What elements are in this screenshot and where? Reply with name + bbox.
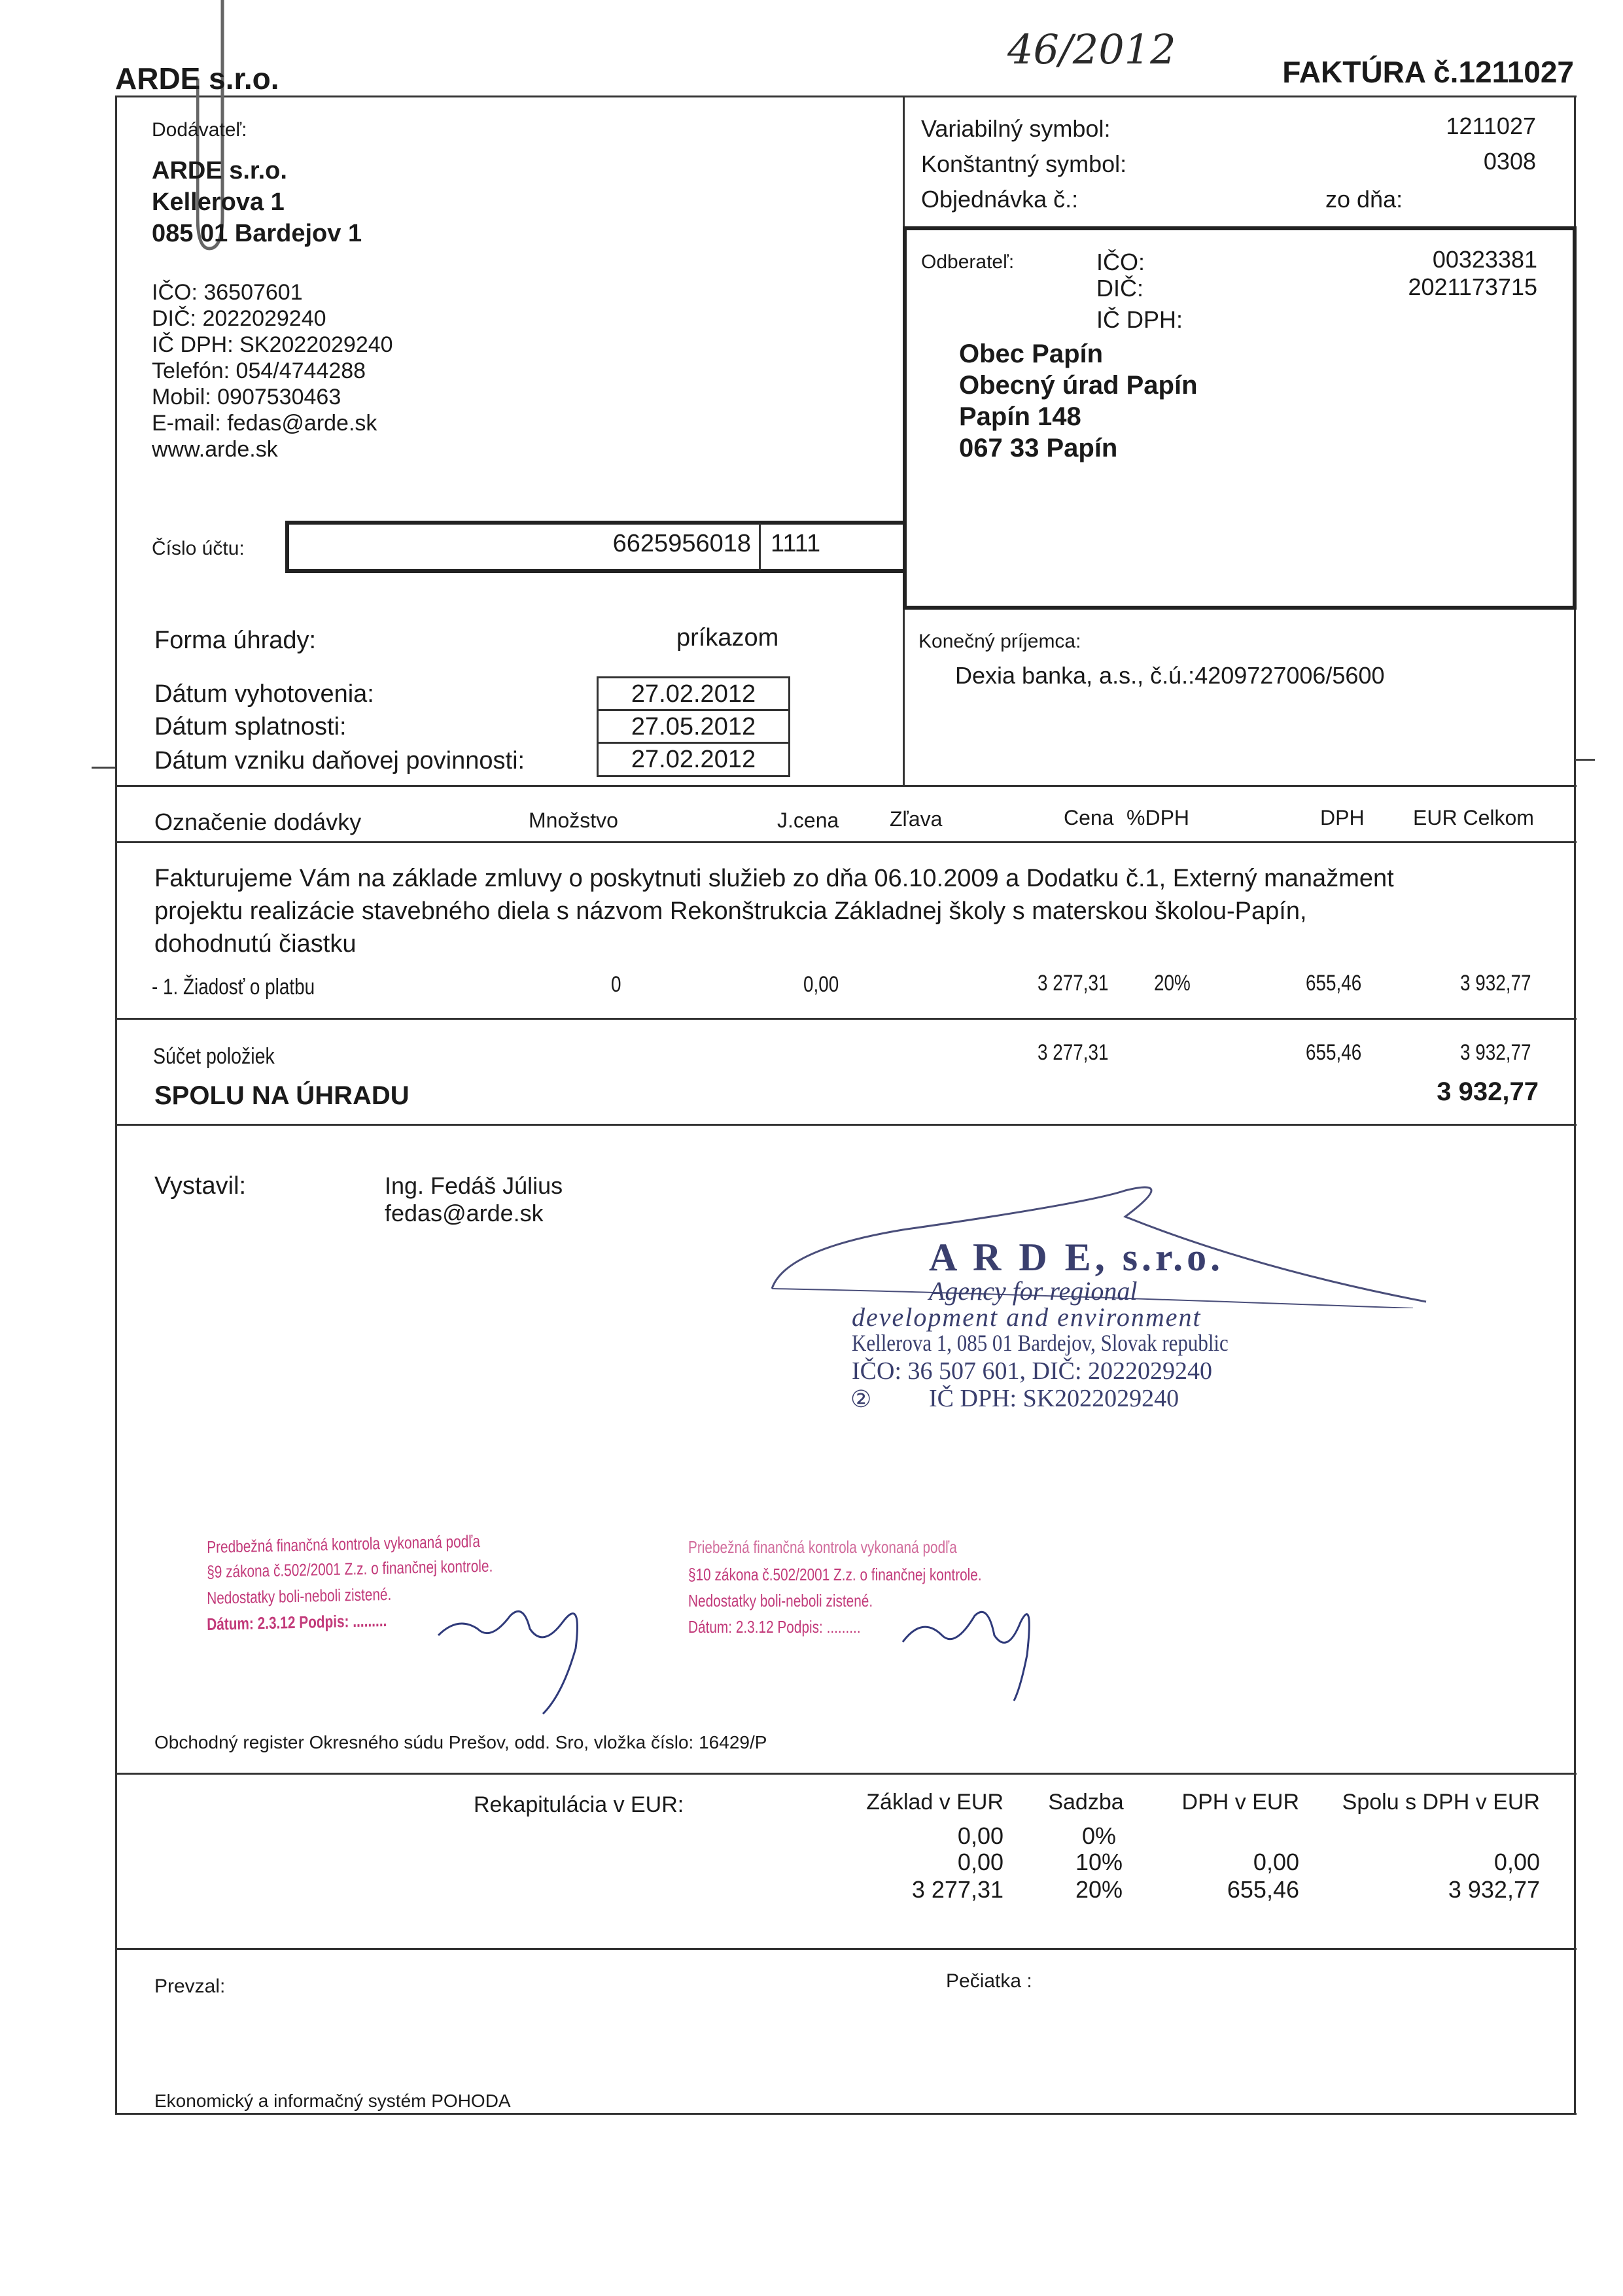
customer-city: 067 33 Papín bbox=[959, 434, 1118, 462]
item-qty: 0 bbox=[611, 972, 621, 997]
customer-ico-label: IČO: bbox=[1096, 249, 1145, 275]
stamp-line-3: Kellerova 1, 085 01 Bardejov, Slovak republic bbox=[852, 1330, 1229, 1356]
item-vat-pct: 20% bbox=[1154, 971, 1191, 996]
supplier-web: www.arde.sk bbox=[152, 437, 278, 462]
customer-icdph-label: IČ DPH: bbox=[1096, 306, 1183, 333]
stamp-line-5: IČ DPH: SK2022029240 bbox=[929, 1385, 1179, 1412]
top-rule bbox=[115, 96, 1577, 97]
recap-row-1-rate: 0% bbox=[1081, 1822, 1117, 1849]
recap-row-2-base: 0,00 bbox=[957, 1849, 1003, 1875]
stamp-line-2: development and environment bbox=[852, 1302, 1202, 1332]
rule-header-top bbox=[115, 785, 1577, 787]
control-right-line-4: Dátum: 2.3.12 Podpis: ......... bbox=[688, 1617, 861, 1637]
order-label: Objednávka č.: bbox=[921, 186, 1079, 213]
business-register: Obchodný register Okresného súdu Prešov, odd. Sro, vložka číslo: 16429/P bbox=[154, 1732, 767, 1752]
recap-col-vat: DPH v EUR bbox=[1181, 1790, 1299, 1815]
rule-items-bottom bbox=[115, 1018, 1577, 1020]
stamp-number: ② bbox=[850, 1386, 872, 1412]
tax-date-label: Dátum vzniku daňovej povinnosti: bbox=[154, 747, 525, 774]
supplier-street: Kellerova 1 bbox=[152, 188, 285, 216]
supplier-email: E-mail: fedas@arde.sk bbox=[152, 411, 377, 436]
sum-total: 3 932,77 bbox=[1460, 1040, 1531, 1065]
issuer-label: Vystavil: bbox=[154, 1172, 247, 1200]
item-unit-price: 0,00 bbox=[803, 972, 839, 997]
stamp-line-1: Agency for regional bbox=[929, 1276, 1138, 1306]
invoice-title: FAKTÚRA č.1211027 bbox=[1282, 55, 1574, 89]
recap-col-rate: Sadzba bbox=[1048, 1790, 1124, 1815]
recap-row-3-rate: 20% bbox=[1075, 1876, 1123, 1903]
col-vat-pct-header: %DPH bbox=[1126, 806, 1190, 829]
col-qty-header: Množstvo bbox=[529, 809, 618, 832]
grand-total-value: 3 932,77 bbox=[1437, 1077, 1539, 1106]
recap-label: Rekapitulácia v EUR: bbox=[474, 1792, 684, 1817]
recap-row-3-vat: 655,46 bbox=[1227, 1876, 1299, 1903]
issuer-name: Ing. Fedáš Július bbox=[385, 1172, 563, 1199]
variable-symbol-label: Variabilný symbol: bbox=[921, 115, 1111, 142]
account-number: 6625956018 bbox=[612, 530, 751, 557]
rule-header-bottom bbox=[115, 841, 1577, 843]
payment-form-label: Forma úhrady: bbox=[154, 627, 317, 654]
supplier-dic: DIČ: 2022029240 bbox=[152, 306, 326, 331]
recap-row-2-rate: 10% bbox=[1075, 1849, 1123, 1875]
final-recipient-value: Dexia banka, a.s., č.ú.:4209727006/5600 bbox=[955, 662, 1385, 689]
customer-dic-value: 2021173715 bbox=[1408, 273, 1537, 300]
sum-vat: 655,46 bbox=[1306, 1040, 1362, 1065]
customer-office: Obecný úrad Papín bbox=[959, 371, 1198, 400]
constant-symbol-label: Konštantný symbol: bbox=[921, 150, 1127, 177]
col-price-header: Cena bbox=[1064, 806, 1114, 829]
dates-row-rule-2 bbox=[597, 742, 790, 744]
supplier-ico: IČO: 36507601 bbox=[152, 280, 303, 305]
recap-row-2-total: 0,00 bbox=[1493, 1849, 1540, 1875]
supplier-city: 085 01 Bardejov 1 bbox=[152, 220, 362, 247]
control-right-line-1: Priebežná finančná kontrola vykonaná podľa bbox=[688, 1537, 957, 1557]
rule-bottom bbox=[115, 2113, 1577, 2115]
final-recipient-label: Konečný príjemca: bbox=[918, 631, 1081, 652]
handwritten-signature-right bbox=[896, 1576, 1040, 1707]
control-left-line-3: Nedostatky boli-neboli zistené. bbox=[207, 1584, 392, 1608]
left-tick bbox=[92, 767, 115, 769]
item-total: 3 932,77 bbox=[1460, 971, 1531, 996]
description-line-1: Fakturujeme Vám na základe zmluvy o poskytnuti služieb zo dňa 06.10.2009 a Dodatku č.1, Externý manažment bbox=[154, 865, 1394, 892]
customer-name: Obec Papín bbox=[959, 339, 1104, 368]
grand-total-label: SPOLU NA ÚHRADU bbox=[154, 1081, 410, 1110]
item-price: 3 277,31 bbox=[1038, 971, 1109, 996]
handwritten-signature-left bbox=[432, 1576, 595, 1720]
variable-symbol-value: 1211027 bbox=[1446, 113, 1536, 139]
customer-dic-label: DIČ: bbox=[1096, 275, 1143, 302]
constant-symbol-value: 0308 bbox=[1483, 148, 1536, 175]
left-border bbox=[115, 96, 117, 2114]
recap-col-total: Spolu s DPH v EUR bbox=[1342, 1790, 1540, 1815]
stamp-logo: A R D E, s.r.o. bbox=[929, 1236, 1225, 1279]
col-vat-header: DPH bbox=[1320, 806, 1365, 829]
supplier-name: ARDE s.r.o. bbox=[152, 157, 287, 184]
payment-form-value: príkazom bbox=[676, 624, 779, 652]
customer-street: Papín 148 bbox=[959, 402, 1081, 431]
sum-label: Súčet položiek bbox=[153, 1044, 275, 1069]
account-bank-code: 1111 bbox=[771, 530, 821, 557]
dates-row-rule-1 bbox=[597, 709, 790, 711]
right-tick bbox=[1575, 759, 1595, 761]
due-date-label: Dátum splatnosti: bbox=[154, 713, 347, 740]
customer-ico-value: 00323381 bbox=[1432, 246, 1537, 273]
description-line-3: dohodnutú čiastku bbox=[154, 930, 357, 958]
control-left-line-4: Dátum: 2.3.12 Podpis: ......... bbox=[207, 1610, 387, 1634]
recap-row-3-total: 3 932,77 bbox=[1448, 1876, 1540, 1903]
control-left-line-2: §9 zákona č.502/2001 Z.z. o finančnej kontrole. bbox=[207, 1556, 493, 1582]
rule-recap-bottom bbox=[115, 1948, 1577, 1950]
accounting-system: Ekonomický a informačný systém POHODA bbox=[154, 2091, 511, 2111]
due-date-value: 27.05.2012 bbox=[631, 713, 756, 740]
control-right-line-3: Nedostatky boli-neboli zistené. bbox=[688, 1591, 873, 1610]
supplier-phone: Telefón: 054/4744288 bbox=[152, 358, 366, 383]
col-unit-price-header: J.cena bbox=[777, 809, 839, 832]
recap-col-base: Základ v EUR bbox=[866, 1790, 1003, 1815]
col-discount-header: Zľava bbox=[890, 807, 943, 831]
supplier-mobile: Mobil: 0907530463 bbox=[152, 385, 341, 409]
customer-label: Odberateľ: bbox=[921, 251, 1015, 273]
supplier-label: Dodávateľ: bbox=[152, 119, 247, 141]
description-line-2: projektu realizácie stavebného diela s názvom Rekonštrukcia Základnej školy s materskou školou-Papín, bbox=[154, 897, 1307, 925]
control-right-line-2: §10 zákona č.502/2001 Z.z. o finančnej kontrole. bbox=[688, 1565, 982, 1584]
issue-date-value: 27.02.2012 bbox=[631, 680, 756, 708]
tax-date-value: 27.02.2012 bbox=[631, 746, 756, 773]
seal-label: Pečiatka : bbox=[946, 1970, 1032, 1992]
order-date-label: zo dňa: bbox=[1325, 186, 1403, 213]
rule-recap-top bbox=[115, 1773, 1577, 1775]
supplier-icdph: IČ DPH: SK2022029240 bbox=[152, 332, 393, 357]
recap-row-1-base: 0,00 bbox=[957, 1822, 1003, 1849]
handwritten-reference: 46/2012 bbox=[1007, 26, 1176, 73]
col-item-header: Označenie dodávky bbox=[154, 809, 362, 835]
col-total-header: EUR Celkom bbox=[1413, 806, 1534, 829]
item-name: - 1. Žiadosť o platbu bbox=[152, 975, 315, 1000]
account-label: Číslo účtu: bbox=[152, 538, 245, 559]
company-short-name: ARDE s.r.o. bbox=[115, 61, 279, 96]
rule-total-bottom bbox=[115, 1124, 1577, 1126]
recap-row-2-vat: 0,00 bbox=[1253, 1849, 1299, 1875]
control-left-line-1: Predbežná finančná kontrola vykonaná podľa bbox=[207, 1531, 481, 1557]
issue-date-label: Dátum vyhotovenia: bbox=[154, 680, 374, 708]
stamp-line-4: IČO: 36 507 601, DIČ: 2022029240 bbox=[852, 1357, 1212, 1385]
sum-price: 3 277,31 bbox=[1038, 1040, 1109, 1065]
item-vat: 655,46 bbox=[1306, 971, 1362, 996]
recap-row-3-base: 3 277,31 bbox=[911, 1876, 1003, 1903]
issuer-email: fedas@arde.sk bbox=[385, 1200, 544, 1226]
account-separator bbox=[759, 523, 761, 570]
received-label: Prevzal: bbox=[154, 1975, 226, 1997]
